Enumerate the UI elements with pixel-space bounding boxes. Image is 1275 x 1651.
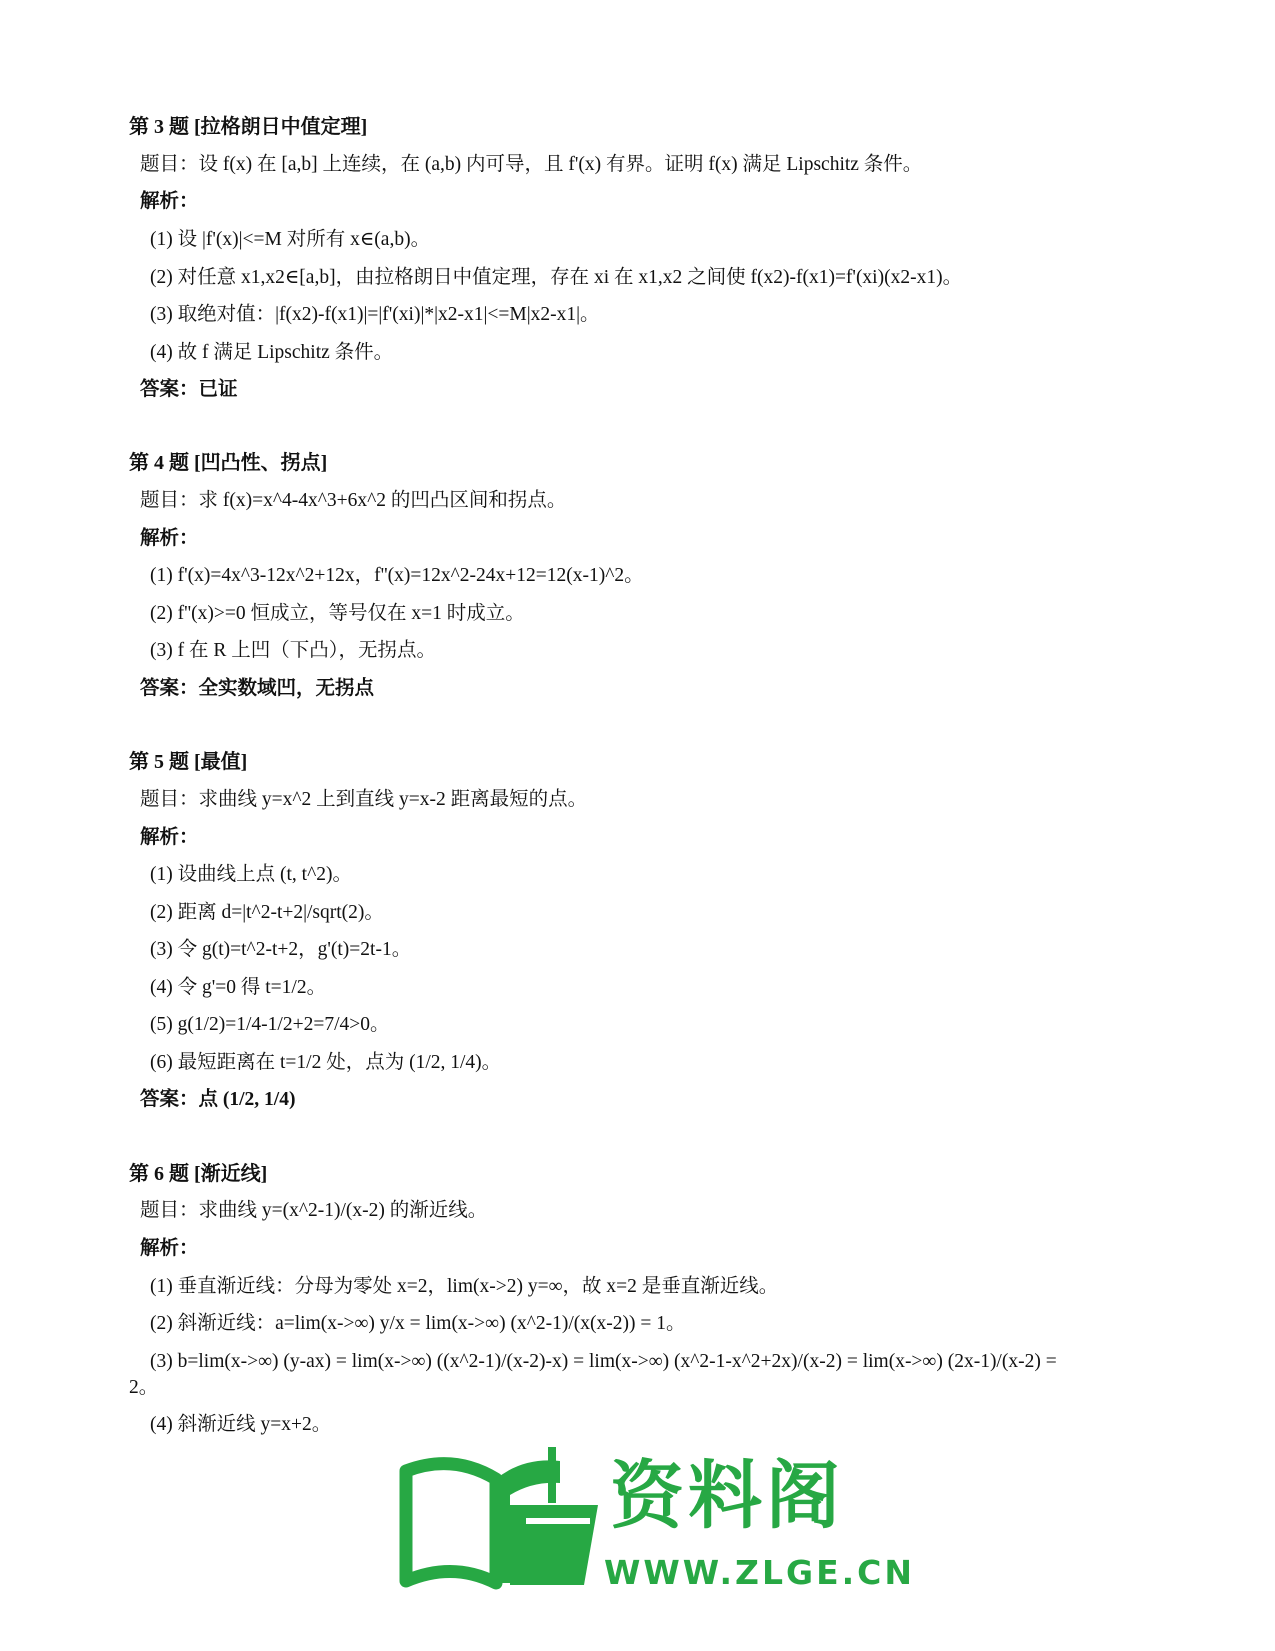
problem-6-analysis-label: 解析： <box>140 1238 199 1259</box>
problem-6-step-3: (3) b=lim(x->∞) (y-ax) = lim(x->∞) ((x^2-1)/(x-2)-x) = lim(x->∞) (x^2-1-x^2+2x)/(x-2) = lim(x->∞) (2x-1)/(x-2) = <box>150 1351 1057 1372</box>
watermark <box>398 1443 916 1643</box>
problem-3-analysis-label: 解析： <box>140 191 199 212</box>
problem-6-step-4: (4) 斜渐近线 y=x+2。 <box>150 1414 332 1435</box>
watermark-url: WWW.ZLGE.CN <box>604 1553 916 1592</box>
problem-5-answer: 答案：点 (1/2, 1/4) <box>140 1089 296 1110</box>
problem-4-step-1: (1) f'(x)=4x^3-12x^2+12x，f''(x)=12x^2-24x+12=12(x-1)^2。 <box>150 565 644 586</box>
problem-5-step-6: (6) 最短距离在 t=1/2 处，点为 (1/2, 1/4)。 <box>150 1052 502 1073</box>
problem-3-step-2: (2) 对任意 x1,x2∈[a,b]，由拉格朗日中值定理，存在 xi 在 x1,x2 之间使 f(x2)-f(x1)=f'(xi)(x2-x1)。 <box>150 267 963 288</box>
problem-4-answer: 答案：全实数域凹，无拐点 <box>140 678 375 699</box>
problem-5-title: 第 5 题 [最值] <box>129 751 248 773</box>
problem-6-step-1: (1) 垂直渐近线：分母为零处 x=2，lim(x->2) y=∞，故 x=2 是垂直渐近线。 <box>150 1276 779 1297</box>
problem-5-step-4: (4) 令 g'=0 得 t=1/2。 <box>150 977 327 998</box>
problem-3-step-4: (4) 故 f 满足 Lipschitz 条件。 <box>150 342 394 363</box>
problem-5-statement: 题目：求曲线 y=x^2 上到直线 y=x-2 距离最短的点。 <box>140 789 588 810</box>
problem-5-step-5: (5) g(1/2)=1/4-1/2+2=7/4>0。 <box>150 1014 390 1035</box>
problem-5-step-3: (3) 令 g(t)=t^2-t+2，g'(t)=2t-1。 <box>150 939 412 960</box>
problem-6-step-3-continuation: 2。 <box>129 1377 159 1398</box>
problem-4-title: 第 4 题 [凹凸性、拐点] <box>129 452 328 474</box>
open-book-icon <box>398 1443 603 1593</box>
problem-5-step-1: (1) 设曲线上点 (t, t^2)。 <box>150 864 352 885</box>
problem-4-step-3: (3) f 在 R 上凹（下凸），无拐点。 <box>150 640 436 661</box>
problem-3-step-1: (1) 设 |f'(x)|<=M 对所有 x∈(a,b)。 <box>150 229 431 250</box>
problem-4-statement: 题目：求 f(x)=x^4-4x^3+6x^2 的凹凸区间和拐点。 <box>140 490 567 511</box>
problem-3-statement: 题目：设 f(x) 在 [a,b] 上连续，在 (a,b) 内可导，且 f'(x) 有界。证明 f(x) 满足 Lipschitz 条件。 <box>140 154 923 175</box>
problem-6-step-2: (2) 斜渐近线：a=lim(x->∞) y/x = lim(x->∞) (x^2-1)/(x(x-2)) = 1。 <box>150 1313 686 1334</box>
problem-4-analysis-label: 解析： <box>140 528 199 549</box>
problem-3-step-3: (3) 取绝对值：|f(x2)-f(x1)|=|f'(xi)|*|x2-x1|<=M|x2-x1|。 <box>150 304 600 325</box>
problem-5-step-2: (2) 距离 d=|t^2-t+2|/sqrt(2)。 <box>150 902 384 923</box>
problem-6-title: 第 6 题 [渐近线] <box>129 1163 268 1185</box>
problem-4-step-2: (2) f''(x)>=0 恒成立，等号仅在 x=1 时成立。 <box>150 603 525 624</box>
problem-3-title: 第 3 题 [拉格朗日中值定理] <box>129 116 368 138</box>
problem-3-answer: 答案：已证 <box>140 379 238 400</box>
problem-5-analysis-label: 解析： <box>140 827 199 848</box>
watermark-brand-name: 资料阁 <box>610 1453 844 1539</box>
problem-6-statement: 题目：求曲线 y=(x^2-1)/(x-2) 的渐近线。 <box>140 1200 488 1221</box>
